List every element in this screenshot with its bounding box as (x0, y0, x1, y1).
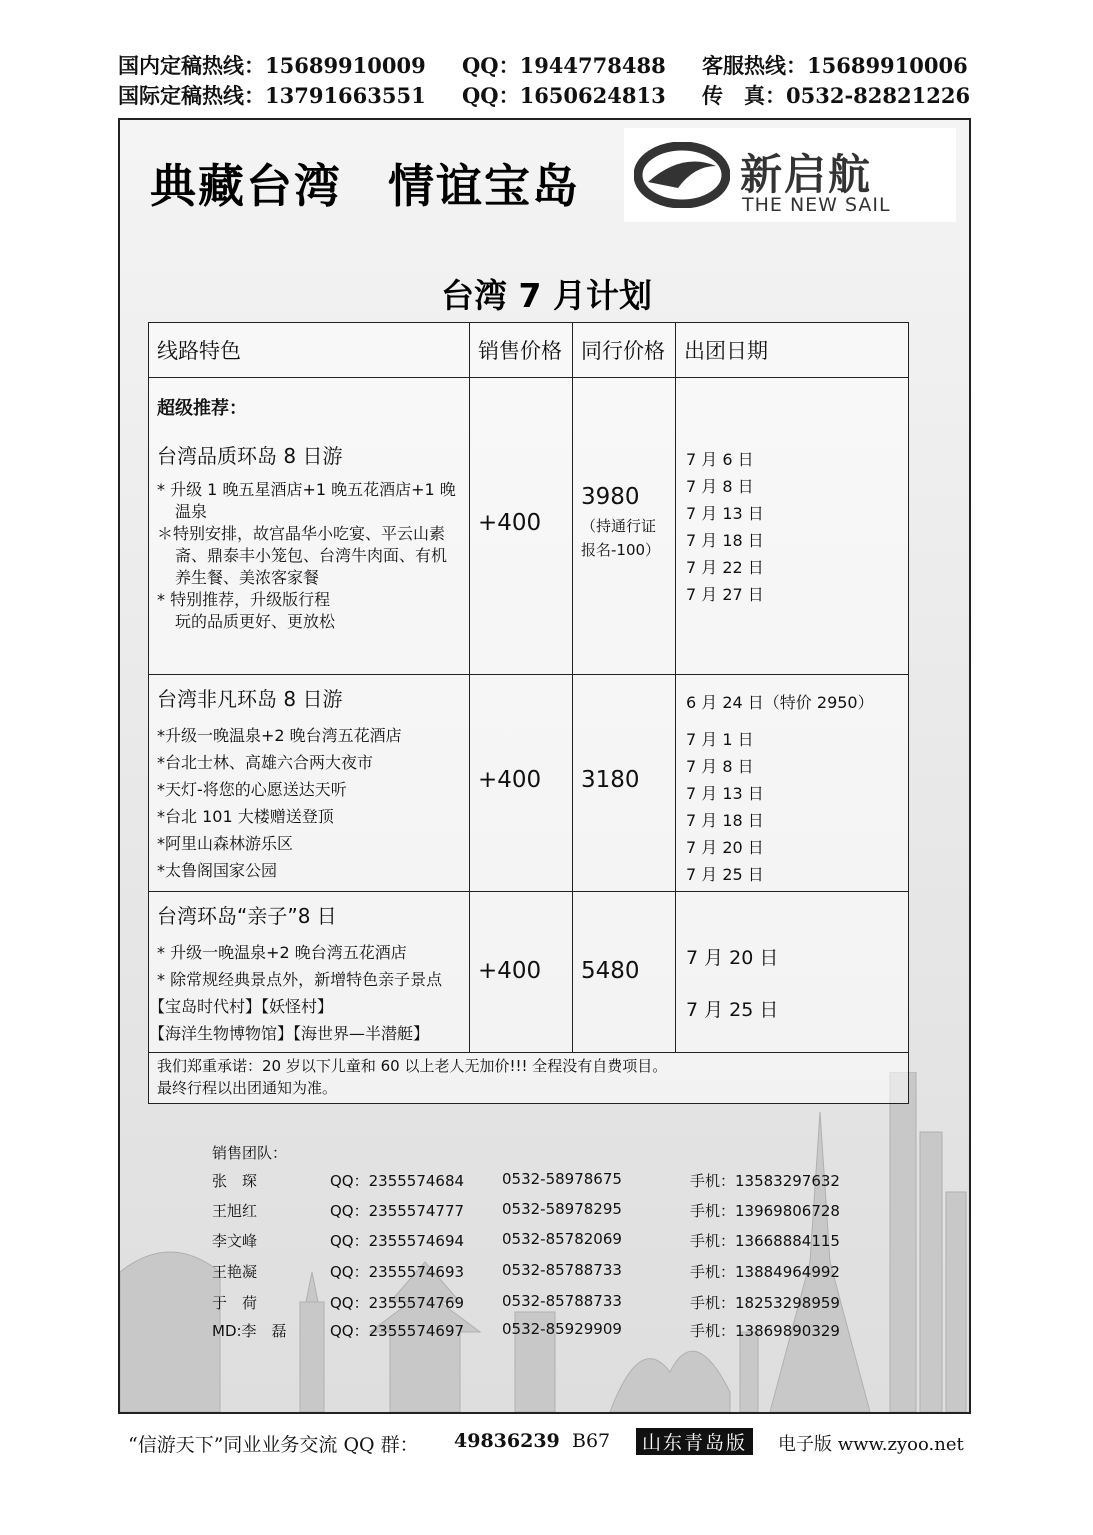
section-label: 超级推荐： (157, 398, 247, 419)
feature-line: *升级一晚温泉+2 晚台湾五花酒店 (157, 726, 402, 745)
member-mobile: 手机：13583297632 (690, 1172, 840, 1190)
member-mobile: 手机：18253298959 (690, 1294, 840, 1312)
footer-group-qq: 49836239 (454, 1430, 560, 1452)
logo-chinese-name: 新启航 (740, 150, 873, 199)
sale-price-cell (470, 892, 573, 1053)
departure-date: 7 月 1 日 (686, 730, 754, 749)
table-row (149, 675, 909, 892)
trade-price-cell (573, 892, 676, 1053)
hotline-header (118, 50, 978, 110)
team-member-row (212, 1261, 912, 1285)
table-header-row (149, 323, 909, 378)
departure-date: 7 月 27 日 (686, 585, 764, 604)
footer-website[interactable]: 电子版 www.zyoo.net (778, 1434, 964, 1455)
feature-line: * 特别推荐，升级版行程 (157, 590, 331, 609)
trade-price-cell (573, 378, 676, 675)
feature-line: * 升级一晚温泉+2 晚台湾五花酒店 (157, 943, 407, 962)
header-departure-dates: 出团日期 (676, 323, 909, 378)
feature-line: *太鲁阁国家公园 (157, 861, 278, 880)
departure-date: 7 月 20 日 (686, 947, 779, 969)
promise-note: 最终行程以出团通知为准。 (157, 1079, 338, 1097)
departure-date: 7 月 8 日 (686, 477, 754, 496)
price-note: （持通行证 (581, 517, 657, 535)
team-member-row (212, 1200, 912, 1224)
departure-dates (676, 932, 908, 1036)
hotline-row-1 (118, 50, 978, 80)
member-name: 王旭红 (212, 1202, 258, 1220)
departure-dates (676, 446, 908, 608)
page-number: B67 (572, 1430, 611, 1452)
fax-number: 传 真：0532-82821226 (702, 83, 971, 108)
dates-cell (676, 675, 909, 892)
hotline-row-2 (118, 80, 978, 110)
member-mobile: 手机：13668884115 (690, 1232, 840, 1250)
member-mobile: 手机：13969806728 (690, 1202, 840, 1220)
header-sale-price: 销售价格 (470, 323, 573, 378)
feature-line: 玩的品质更好、更放松 (175, 612, 336, 631)
new-sail-logo-icon (634, 142, 730, 208)
domestic-hotline: 国内定稿热线：15689910009 (118, 53, 426, 78)
route-features (149, 939, 469, 1047)
member-tel: 0532-85788733 (502, 1261, 622, 1279)
trade-price: 5480 (581, 958, 640, 984)
trade-price-cell (573, 675, 676, 892)
feature-line: *天灯-将您的心愿送达天听 (157, 780, 347, 799)
international-qq: QQ：1650624813 (462, 83, 666, 108)
feature-line: * 除常规经典景点外，新增特色亲子景点 (157, 970, 443, 989)
dates-cell (676, 378, 909, 675)
domestic-qq: QQ：1944778488 (462, 53, 666, 78)
table-row (149, 892, 909, 1053)
feature-line: 斋、鼎泰丰小笼包、台湾牛肉面、有机 (175, 546, 448, 565)
sale-price-cell (470, 675, 573, 892)
ad-frame (118, 118, 971, 1414)
member-name: 张 琛 (212, 1172, 258, 1190)
member-tel: 0532-58978675 (502, 1170, 622, 1188)
price-note: 报名-100） (581, 541, 661, 559)
departure-date: 7 月 18 日 (686, 531, 764, 550)
header-trade-price: 同行价格 (573, 323, 676, 378)
member-name: 王艳凝 (212, 1263, 258, 1281)
plan-title: 台湾 7 月计划 (441, 276, 652, 315)
team-member-row (212, 1170, 912, 1194)
slogan-heading (150, 150, 580, 216)
dates-cell (676, 892, 909, 1053)
feature-line: ＊特别安排，故宫晶华小吃宴、平云山素 (157, 524, 446, 543)
feature-line: 养生餐、美浓客家餐 (175, 568, 320, 587)
departure-date: 7 月 8 日 (686, 757, 754, 776)
sale-price: +400 (478, 958, 542, 984)
member-qq: QQ：2355574697 (330, 1322, 465, 1340)
member-mobile: 手机：13884964992 (690, 1263, 840, 1281)
international-hotline: 国际定稿热线：13791663551 (118, 83, 426, 108)
slogan-part-2: 情谊宝岛 (388, 159, 580, 213)
promise-text: 我们郑重承诺：20 岁以下儿童和 60 以上老人无加价!!! 全程没有自费项目。 (157, 1057, 668, 1075)
team-member-row (212, 1320, 912, 1344)
service-hotline: 客服热线：15689910006 (702, 53, 968, 78)
departure-date: 6 月 24 日（特价 2950） (686, 693, 874, 712)
member-qq: QQ：2355574684 (330, 1172, 465, 1190)
member-tel: 0532-85782069 (502, 1230, 622, 1248)
departure-date: 7 月 22 日 (686, 558, 764, 577)
trade-price: 3980 (581, 484, 640, 510)
footer-group-label: “信游天下”同业业务交流 QQ 群： (128, 1434, 419, 1456)
feature-line: 【海洋生物博物馆】【海世界—半潜艇】 (149, 1024, 430, 1043)
departure-date: 7 月 13 日 (686, 784, 764, 803)
logo-english-name: THE NEW SAIL (742, 194, 891, 216)
member-qq: QQ：2355574693 (330, 1263, 465, 1281)
feature-line: *台北 101 大楼赠送登顶 (157, 807, 334, 826)
route-price-table (148, 322, 909, 1104)
departure-date: 7 月 25 日 (686, 999, 779, 1021)
member-tel: 0532-85788733 (502, 1292, 622, 1310)
departure-date: 7 月 6 日 (686, 450, 754, 469)
brand-logo (624, 128, 956, 222)
trade-price: 3180 (581, 767, 640, 793)
member-name: MD:李 磊 (212, 1322, 287, 1340)
team-member-row (212, 1230, 912, 1254)
member-name: 李文峰 (212, 1232, 258, 1250)
route-features (157, 479, 469, 633)
route-cell (149, 892, 470, 1053)
table-row (149, 1053, 909, 1104)
header-route-features: 线路特色 (149, 323, 470, 378)
team-member-row (212, 1292, 912, 1316)
departure-date: 7 月 13 日 (686, 504, 764, 523)
route-name: 台湾环岛“亲子”8 日 (157, 904, 337, 928)
sale-price-cell (470, 378, 573, 675)
route-features (157, 722, 469, 884)
sale-price: +400 (478, 767, 542, 793)
member-qq: QQ：2355574769 (330, 1294, 465, 1312)
departure-dates (676, 689, 908, 888)
table-row (149, 378, 909, 675)
edition-badge: 山东青岛版 (636, 1428, 753, 1455)
member-qq: QQ：2355574777 (330, 1202, 465, 1220)
slogan-part-1: 典藏台湾 (150, 159, 342, 213)
feature-line: 【宝岛时代村】【妖怪村】 (149, 997, 334, 1016)
departure-date: 7 月 25 日 (686, 865, 764, 884)
feature-line: 温泉 (175, 502, 208, 521)
member-name: 于 荷 (212, 1294, 258, 1312)
departure-date: 7 月 18 日 (686, 811, 764, 830)
member-qq: QQ：2355574694 (330, 1232, 465, 1250)
route-cell (149, 675, 470, 892)
route-name: 台湾非凡环岛 8 日游 (157, 687, 343, 711)
route-cell (149, 378, 470, 675)
promise-cell (149, 1053, 909, 1104)
sale-price: +400 (478, 510, 542, 536)
member-tel: 0532-85929909 (502, 1320, 622, 1338)
page-footer (128, 1430, 988, 1460)
feature-line: *台北士林、高雄六合两大夜市 (157, 753, 374, 772)
departure-date: 7 月 20 日 (686, 838, 764, 857)
feature-line: *阿里山森林游乐区 (157, 834, 294, 853)
team-title: 销售团队： (212, 1144, 288, 1162)
member-tel: 0532-58978295 (502, 1200, 622, 1218)
feature-line: * 升级 1 晚五星酒店+1 晚五花酒店+1 晚 (157, 480, 456, 499)
member-mobile: 手机：13869890329 (690, 1322, 840, 1340)
route-name: 台湾品质环岛 8 日游 (157, 444, 343, 468)
